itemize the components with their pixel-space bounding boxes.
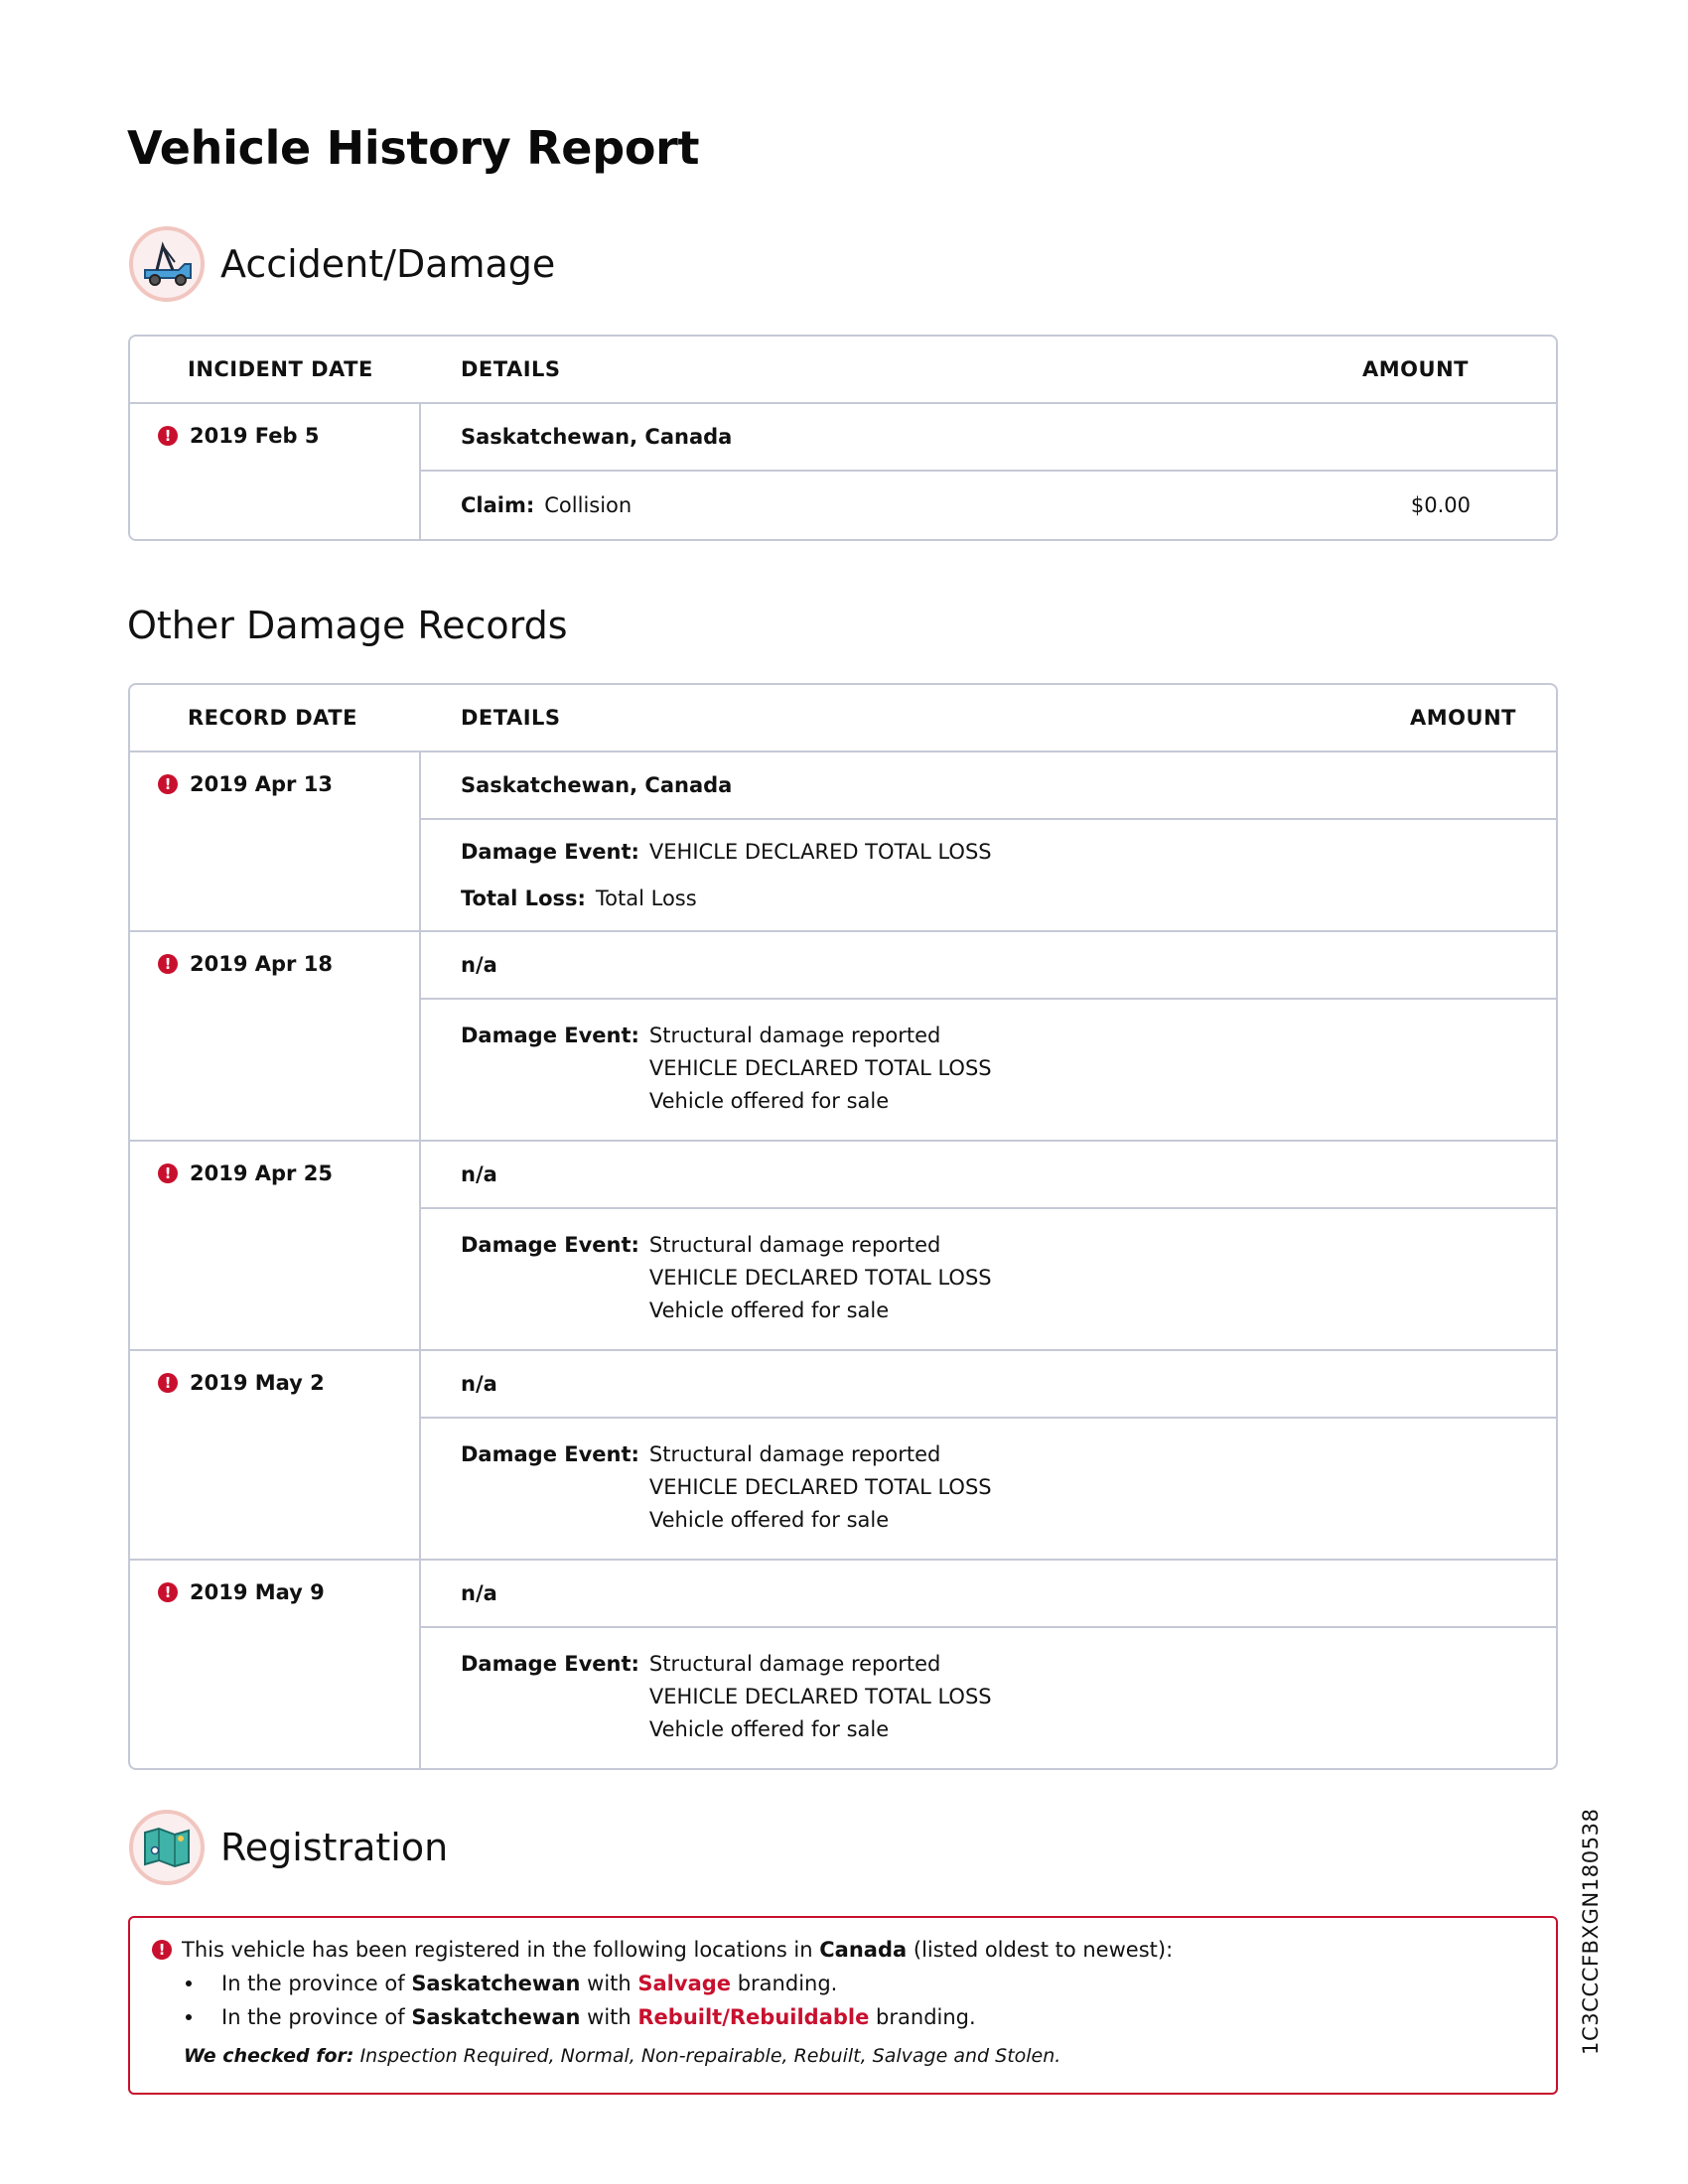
header-amount: AMOUNT	[1362, 357, 1469, 381]
record-date: 2019 Apr 18	[190, 952, 333, 976]
accident-section-header	[129, 226, 555, 302]
damage-event-row	[421, 820, 1556, 930]
damage-event-line: Vehicle offered for sale	[648, 1089, 890, 1113]
item-brand: Salvage	[637, 1972, 732, 1995]
record-location: n/a	[461, 1372, 497, 1396]
damage-record	[130, 752, 1556, 932]
record-date: 2019 Feb 5	[190, 424, 320, 448]
header-details: DETAILS	[461, 357, 561, 381]
record-location-row	[421, 932, 1556, 1000]
alert-icon: !	[158, 774, 178, 794]
damage-event-line: Vehicle offered for sale	[648, 1717, 890, 1741]
damage-event-line: VEHICLE DECLARED TOTAL LOSS	[648, 1475, 992, 1499]
registration-section-title: Registration	[220, 1826, 449, 1869]
record-location-row	[421, 1351, 1556, 1419]
other-damage-table-header	[130, 685, 1556, 752]
alert-icon: !	[158, 1163, 178, 1183]
damage-event-line: Vehicle offered for sale	[648, 1508, 890, 1532]
item-province: Saskatchewan	[411, 2005, 581, 2029]
claim-amount: $0.00	[1410, 493, 1471, 517]
record-date-cell	[130, 1142, 421, 1349]
header-incident-date: INCIDENT DATE	[188, 357, 373, 381]
accident-table	[128, 335, 1558, 541]
damage-record	[130, 1142, 1556, 1351]
alert-icon: !	[158, 1582, 178, 1602]
record-date: 2019 Apr 25	[190, 1161, 333, 1185]
other-damage-title: Other Damage Records	[127, 604, 568, 647]
record-location-row	[421, 752, 1556, 820]
record-location: Saskatchewan, Canada	[461, 425, 733, 449]
damage-event-line: Vehicle offered for sale	[648, 1298, 890, 1322]
alert-icon: !	[158, 1373, 178, 1393]
registration-item	[223, 2005, 1534, 2029]
bullet-icon	[186, 2014, 192, 2020]
checked-for-note	[184, 2045, 1534, 2067]
registration-alert-box	[128, 1916, 1558, 2095]
record-location-row	[421, 1142, 1556, 1209]
damage-event-line: Structural damage reported	[648, 1024, 941, 1047]
damage-event-line: Structural damage reported	[648, 1233, 941, 1257]
total-loss-label: Total Loss:	[461, 887, 586, 910]
checked-value: Inspection Required, Normal, Non-repairable, Rebuilt, Salvage and Stolen.	[359, 2045, 1061, 2067]
item-brand: Rebuilt/Rebuildable	[637, 2005, 870, 2029]
damage-event-value: VEHICLE DECLARED TOTAL LOSS	[648, 840, 992, 864]
intro-post: (listed oldest to newest):	[913, 1938, 1174, 1962]
damage-event-row	[421, 1000, 1556, 1140]
item-post: branding.	[876, 2005, 976, 2029]
damage-event-row	[421, 1209, 1556, 1349]
intro-country: Canada	[819, 1938, 908, 1962]
damage-record	[130, 1561, 1556, 1768]
alert-icon: !	[158, 954, 178, 974]
registration-item	[223, 1972, 1534, 1995]
vin-number: 1C3CCCFBXGN180538	[1579, 1808, 1603, 2055]
damage-event-line: Structural damage reported	[648, 1442, 941, 1466]
item-pre: In the province of	[221, 1972, 405, 1995]
damage-event-label: Damage Event:	[461, 1233, 639, 1257]
other-damage-table	[128, 683, 1558, 1770]
accident-record	[130, 404, 1556, 539]
intro-pre: This vehicle has been registered in the following locations in	[182, 1938, 813, 1962]
record-location: n/a	[461, 1162, 497, 1186]
damage-event-line: VEHICLE DECLARED TOTAL LOSS	[648, 1685, 992, 1708]
header-amount: AMOUNT	[1410, 706, 1516, 730]
item-mid: with	[587, 2005, 632, 2029]
alert-icon: !	[152, 1940, 172, 1960]
damage-record	[130, 1351, 1556, 1561]
record-date-cell	[130, 404, 421, 539]
damage-event-row	[421, 1628, 1556, 1768]
claim-label: Claim:	[461, 493, 535, 517]
damage-event-line: VEHICLE DECLARED TOTAL LOSS	[648, 1056, 992, 1080]
bullet-icon	[186, 1980, 192, 1986]
record-date-cell	[130, 1351, 421, 1559]
tow-truck-icon	[129, 226, 205, 302]
record-date: 2019 May 2	[190, 1371, 325, 1395]
damage-event-label: Damage Event:	[461, 1024, 639, 1047]
claim-row	[421, 472, 1556, 539]
accident-section-title: Accident/Damage	[220, 242, 556, 286]
record-location-row	[421, 404, 1556, 472]
damage-event-label: Damage Event:	[461, 840, 639, 864]
record-date: 2019 Apr 13	[190, 772, 333, 796]
record-location-row	[421, 1561, 1556, 1628]
damage-record	[130, 932, 1556, 1142]
record-location: Saskatchewan, Canada	[461, 773, 733, 797]
item-mid: with	[587, 1972, 632, 1995]
record-date: 2019 May 9	[190, 1580, 325, 1604]
damage-event-line: Structural damage reported	[648, 1652, 941, 1676]
damage-event-row	[421, 1419, 1556, 1559]
alert-icon: !	[158, 426, 178, 446]
damage-event-line: VEHICLE DECLARED TOTAL LOSS	[648, 1266, 992, 1290]
record-location: n/a	[461, 953, 497, 977]
map-icon	[129, 1810, 205, 1885]
header-details: DETAILS	[461, 706, 561, 730]
total-loss-value: Total Loss	[595, 887, 697, 910]
record-date-cell	[130, 752, 421, 930]
damage-event-label: Damage Event:	[461, 1442, 639, 1466]
registration-section-header	[129, 1810, 448, 1885]
accident-table-header	[130, 337, 1556, 404]
damage-event-label: Damage Event:	[461, 1652, 639, 1676]
item-pre: In the province of	[221, 2005, 405, 2029]
page-title: Vehicle History Report	[127, 121, 700, 175]
claim-value: Collision	[544, 493, 633, 517]
checked-label: We checked for:	[184, 2045, 354, 2067]
record-location: n/a	[461, 1581, 497, 1605]
registration-intro	[152, 1938, 1534, 1962]
record-date-cell	[130, 932, 421, 1140]
item-post: branding.	[737, 1972, 838, 1995]
header-record-date: RECORD DATE	[188, 706, 357, 730]
record-date-cell	[130, 1561, 421, 1768]
item-province: Saskatchewan	[411, 1972, 581, 1995]
